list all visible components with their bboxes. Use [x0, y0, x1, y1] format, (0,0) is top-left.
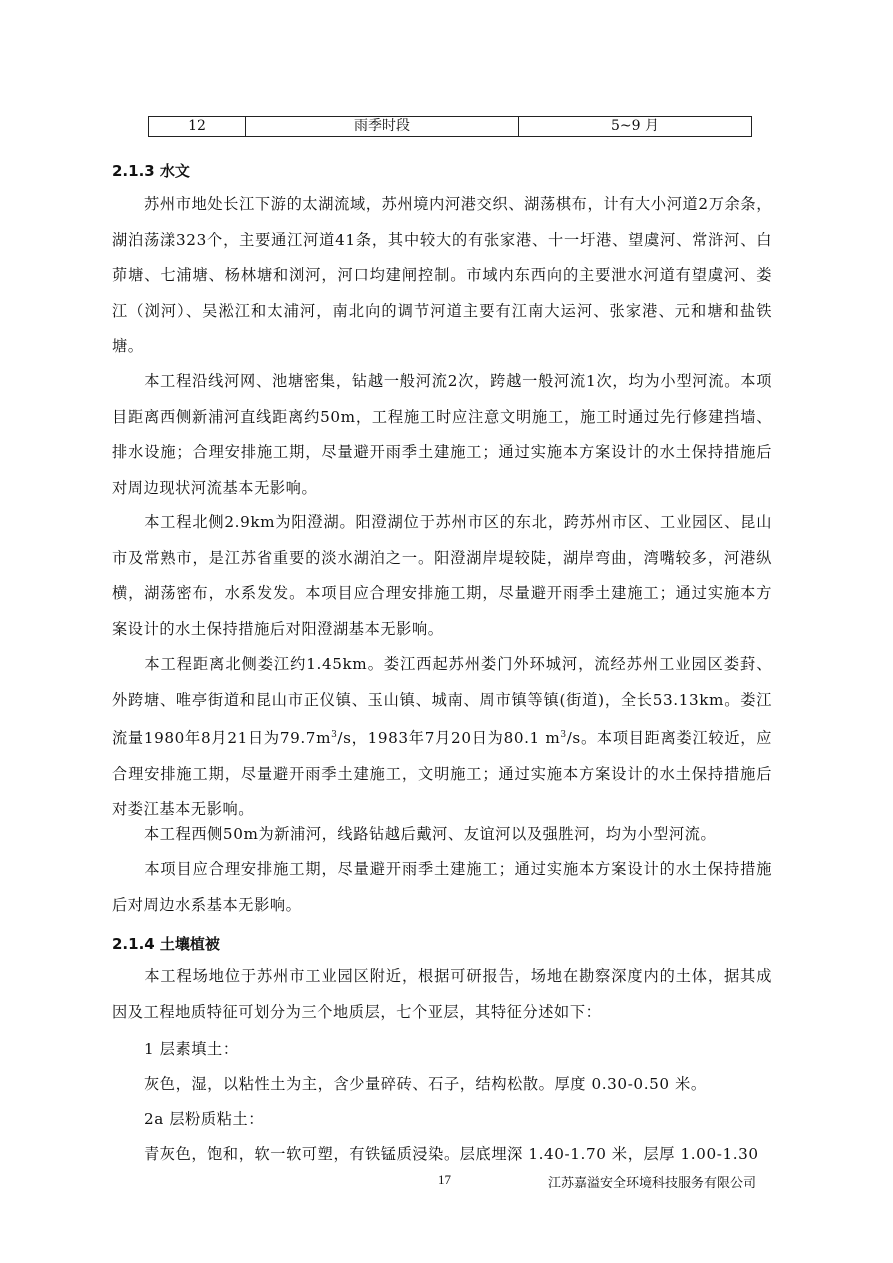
layer-title: 1 层素填土：: [144, 1040, 239, 1058]
layer-description: 灰色，湿，以粘性土为主，含少量碎砖、石子，结构松散。厚度 0.30-0.50 米。: [144, 1075, 707, 1093]
paragraph: 本工程场地位于苏州市工业园区附近，根据可研报告，场地在勘察深度内的土体，据其成因及工程地质特征可划分为三个地质层，七个亚层，其特征分述如下：: [112, 967, 772, 1021]
season-table: [148, 116, 752, 137]
table-row: [149, 117, 752, 137]
paragraph: 苏州市地处长江下游的太湖流域，苏州境内河港交织、湖荡棋布，计有大小河道2万余条，湖泊荡漾323个，主要通江河道41条，其中较大的有张家港、十一圩港、望虞河、常浒河、白茆塘、七浦塘、杨林塘和浏河，河口均建闸控制。市域内东西向的主要泄水河道有望虞河、娄江（浏河）、吴淞江和太浦河，南北向的调节河道主要有江南大运河、张家港、元和塘和盐铁塘。: [112, 195, 772, 355]
layer-description: 青灰色，饱和，软一软可塑，有铁锰质浸染。层底埋深 1.40-1.70 米，层厚 1.00-1.30: [144, 1145, 759, 1163]
paragraph: 本工程北侧2.9km为阳澄湖。阳澄湖位于苏州市区的东北，跨苏州市区、工业园区、昆山市及常熟市，是江苏省重要的淡水湖泊之一。阳澄湖岸堤较陡，湖岸弯曲，湾嘴较多，河港纵横，湖荡密布，水系发发。本项目应合理安排施工期，尽量避开雨季土建施工；通过实施本方案设计的水土保持措施后对阳澄湖基本无影响。: [112, 513, 772, 638]
company-name: 江苏嘉溢安全环境科技服务有限公司: [548, 1176, 757, 1191]
paragraph: 本项目应合理安排施工期，尽量避开雨季土建施工；通过实施本方案设计的水土保持措施后对周边水系基本无影响。: [112, 860, 772, 914]
section-heading-hydrology: 2.1.3 水文: [112, 162, 190, 180]
superscript: 3: [331, 730, 338, 740]
paragraph: 本工程距离北侧娄江约1.45km。娄江西起苏州娄门外环城河，流经苏州工业园区娄葑、外跨塘、唯亭街道和昆山市正仪镇、玉山镇、城南、周市镇等镇(街道)，全长53.13km。娄江流量1980年8月21日为$79.7m^3/s$，1983年7月20日为80.1 $m^3/s$。本项目距离娄江较近，应合理安排施工期，尽量避开雨季土建施工，文明施工；通过实施本方案设计的水土保持措施后对娄江基本无影响。: [112, 655, 772, 819]
superscript: 3: [560, 730, 567, 740]
layer-title: 2a 层粉质粘土：: [144, 1110, 265, 1128]
section-heading-soil: 2.1.4 土壤植被: [112, 935, 220, 953]
paragraph: 本工程西侧50m为新浦河，线路钻越后戴河、友谊河以及强胜河，均为小型河流。: [144, 825, 717, 843]
page-number: 17: [438, 1172, 451, 1187]
row-number: 12: [149, 117, 246, 137]
paragraph: 本工程沿线河网、池塘密集，钻越一般河流2次，跨越一般河流1次，均为小型河流。本项目距离西侧新浦河直线距离约50m，工程施工时应注意文明施工，施工时通过先行修建挡墙、排水设施；合理安排施工期，尽量避开雨季土建施工；通过实施本方案设计的水土保持措施后对周边现状河流基本无影响。: [112, 372, 772, 497]
row-item: 雨季时段: [246, 117, 519, 137]
row-value: 5~9 月: [519, 117, 752, 137]
